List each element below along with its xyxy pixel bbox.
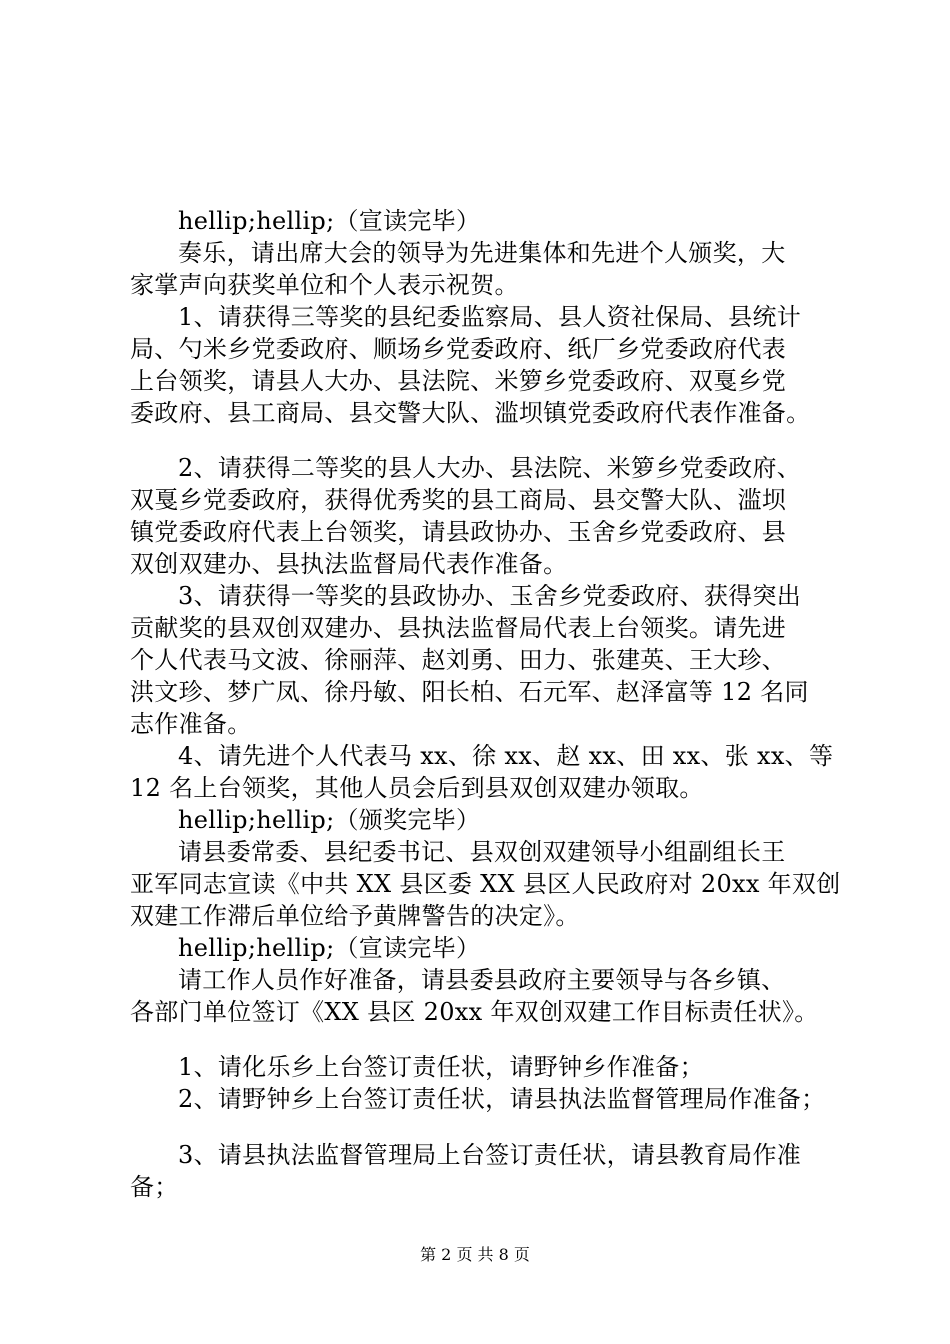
text-line: 2、请获得二等奖的县人大办、县法院、米箩乡党委政府、 — [178, 454, 802, 482]
text-line: 上台领奖，请县人大办、县法院、米箩乡党委政府、双戛乡党 — [130, 367, 787, 395]
text-line: 1、请化乐乡上台签订责任状，请野钟乡作准备； — [178, 1053, 704, 1081]
text-line: 镇党委政府代表上台领奖，请县政协办、玉舍乡党委政府、县 — [130, 518, 787, 546]
page-number-footer: 第 2 页 共 8 页 — [420, 1245, 530, 1264]
text-line: 1、请获得三等奖的县纪委监察局、县人资社保局、县统计 — [178, 303, 802, 331]
text-line: 各部门单位签订《XX 县区 20xx 年双创双建工作目标责任状》。 — [130, 998, 819, 1026]
text-line: 12 名上台领奖，其他人员会后到县双创双建办领取。 — [130, 774, 704, 802]
text-line: 志作准备。 — [130, 710, 252, 738]
text-line: hellip;hellip;（宣读完毕） — [178, 934, 481, 962]
text-line: 双戛乡党委政府，获得优秀奖的县工商局、县交警大队、滥坝 — [130, 486, 787, 514]
text-line: hellip;hellip;（颁奖完毕） — [178, 806, 481, 834]
text-line: 3、请获得一等奖的县政协办、玉舍乡党委政府、获得突出 — [178, 582, 802, 610]
text-line: 请工作人员作好准备，请县委县政府主要领导与各乡镇、 — [178, 966, 786, 994]
text-line: 双建工作滞后单位给予黄牌警告的决定》。 — [130, 902, 580, 930]
text-line: 双创双建办、县执法监督局代表作准备。 — [130, 550, 568, 578]
text-line: 奏乐，请出席大会的领导为先进集体和先进个人颁奖，大 — [178, 239, 786, 267]
text-line: 亚军同志宣读《中共 XX 县区委 XX 县区人民政府对 20xx 年双创 — [130, 870, 841, 898]
text-line: 家掌声向获奖单位和个人表示祝贺。 — [130, 271, 519, 299]
text-line: 3、请县执法监督管理局上台签订责任状，请县教育局作准 — [178, 1141, 802, 1169]
text-line: 2、请野钟乡上台签订责任状，请县执法监督管理局作准备； — [178, 1085, 826, 1113]
text-line: 洪文珍、梦广凤、徐丹敏、阳长柏、石元军、赵泽富等 12 名同 — [130, 678, 809, 706]
text-line: 4、请先进个人代表马 xx、徐 xx、赵 xx、田 xx、张 xx、等 — [178, 742, 834, 770]
text-line: 个人代表马文波、徐丽萍、赵刘勇、田力、张建英、王大珍、 — [130, 646, 787, 674]
text-line: 备； — [130, 1173, 179, 1201]
text-line: 贡献奖的县双创双建办、县执法监督局代表上台领奖。请先进 — [130, 614, 787, 642]
text-line: hellip;hellip;（宣读完毕） — [178, 207, 481, 235]
text-line: 委政府、县工商局、县交警大队、滥坝镇党委政府代表作准备。 — [130, 399, 811, 427]
text-line: 局、勺米乡党委政府、顺场乡党委政府、纸厂乡党委政府代表 — [130, 335, 787, 363]
text-line: 请县委常委、县纪委书记、县双创双建领导小组副组长王 — [178, 838, 786, 866]
